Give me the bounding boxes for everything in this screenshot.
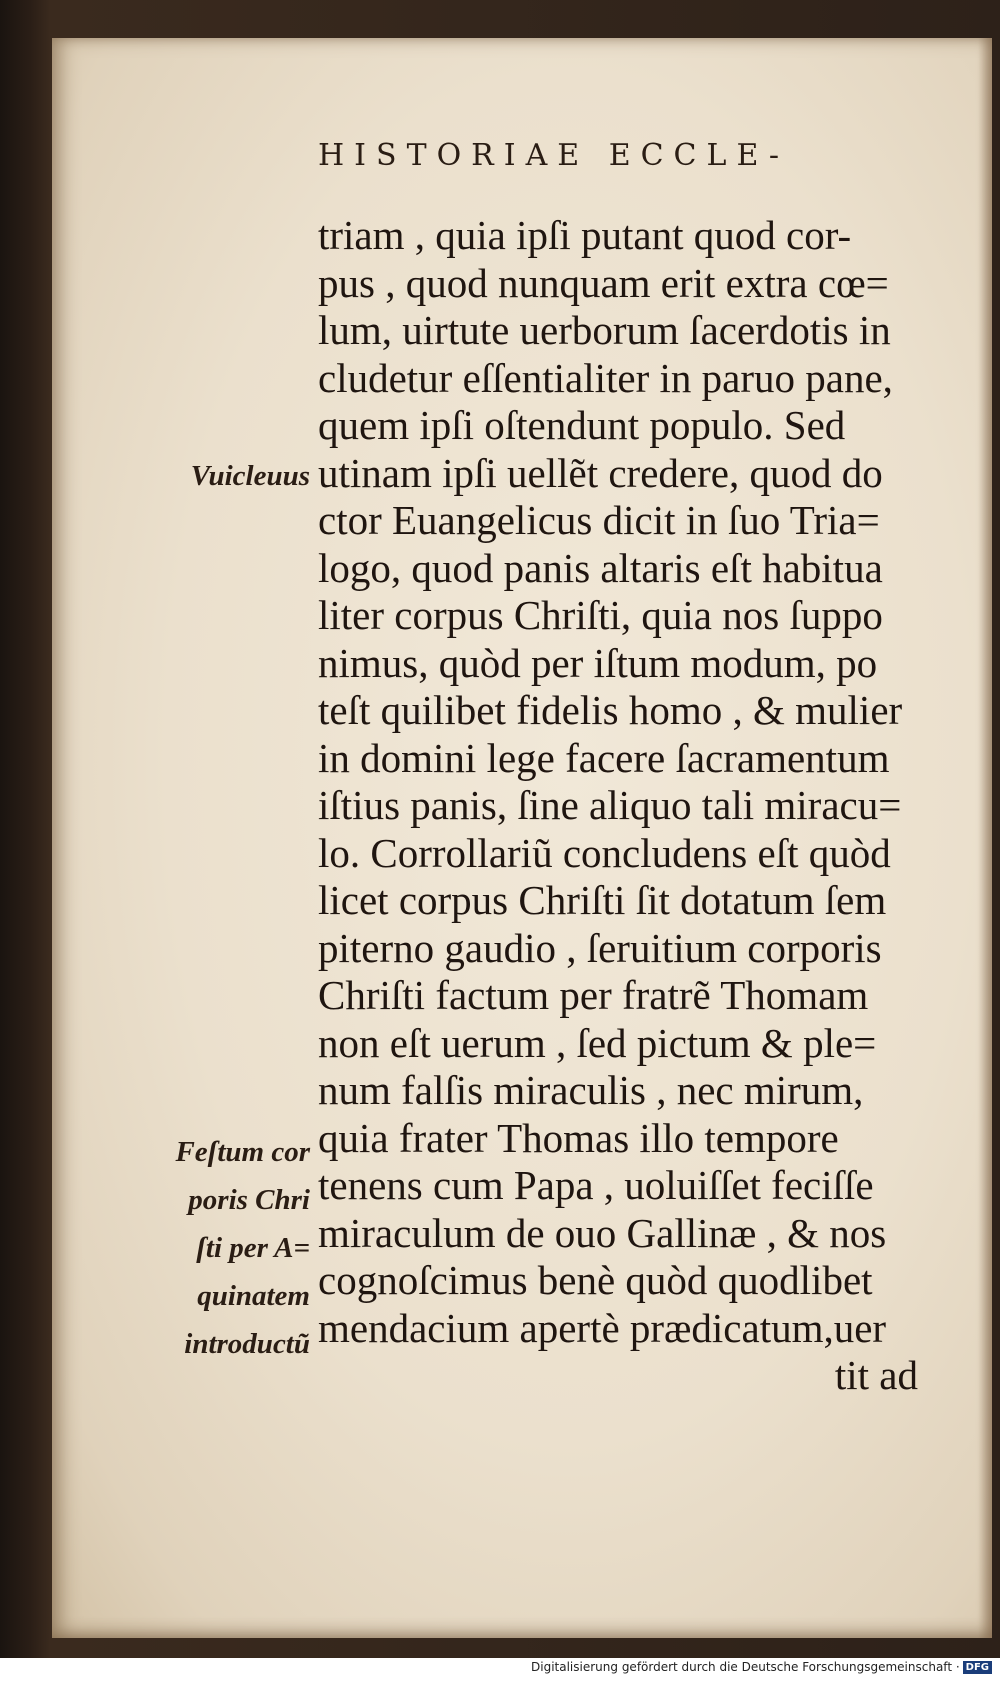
text-line: lum, uirtute uerborum ſacerdotis in [318, 307, 891, 353]
text-line: piterno gaudio , ſeruitium corporis [318, 924, 882, 971]
marginal-note-line: Feſtum cor [175, 1136, 310, 1168]
text-line: pus , quod nunquam erit extra cœ= [318, 259, 889, 306]
marginal-note-line: introductũ [184, 1328, 310, 1360]
text-line: Chriſti factum per fratrẽ Thomam [318, 972, 869, 1018]
marginal-note-festum [160, 1128, 310, 1368]
text-line: quem ipſi oſtendunt populo. Sed [318, 402, 846, 448]
dfg-logo: DFG [963, 1661, 992, 1674]
marginal-note-line: ſti per A= [196, 1232, 310, 1264]
text-line: num falſis miraculis , nec mirum, [318, 1067, 864, 1113]
text-line: quia frater Thomas illo tempore [318, 1114, 839, 1161]
text-line: non eſt uerum , ſed pictum & ple= [318, 1019, 877, 1066]
text-line: liter corpus Chriſti, quia nos ſuppo [318, 592, 883, 638]
marginal-note-vuicleuus: Vuicleuus [190, 460, 310, 492]
text-line: triam , quia ipſi putant quod cor- [318, 212, 852, 258]
text-line: tenens cum Papa , uoluiſſet feciſſe [318, 1162, 874, 1208]
text-line: in domini lege facere ſacramentum [318, 734, 890, 781]
text-line: utinam ipſi uellẽt credere, quod do [318, 449, 883, 496]
text-line: lo. Corrollariũ concludens eſt quòd [318, 829, 891, 876]
running-head: HISTORIAE ECCLE- [318, 138, 790, 173]
text-line: miraculum de ouo Gallinæ , & nos [318, 1209, 887, 1256]
text-line: ctor Euangelicus dicit in ſuo Tria= [318, 497, 880, 543]
text-line: nimus, quòd per iſtum modum, po [318, 639, 878, 686]
page-edge-shadow [978, 38, 992, 1638]
marginal-note-line: quinatem [197, 1280, 310, 1312]
catchword: tit ad [834, 1352, 918, 1398]
text-line: iſtius panis, ſine aliquo tali miracu= [318, 782, 902, 828]
body-text [318, 212, 958, 1400]
digitization-credit [0, 1660, 992, 1674]
marginal-note-line: poris Chri [188, 1184, 310, 1216]
text-line: cognoſcimus benè quòd quodlibet [318, 1257, 873, 1303]
text-line: cludetur eſſentialiter in paruo pane, [318, 354, 893, 401]
text-line: licet corpus Chriſti ſit dotatum ſem [318, 877, 887, 923]
credit-text: Digitalisierung gefördert durch die Deutsche Forschungsgemeinschaft · [531, 1660, 960, 1674]
text-line: logo, quod panis altaris eſt habitua [318, 544, 883, 591]
text-line: teſt quilibet fidelis homo , & mulier [318, 687, 903, 733]
text-line: mendacium apertè prædicatum,uer [318, 1304, 887, 1351]
